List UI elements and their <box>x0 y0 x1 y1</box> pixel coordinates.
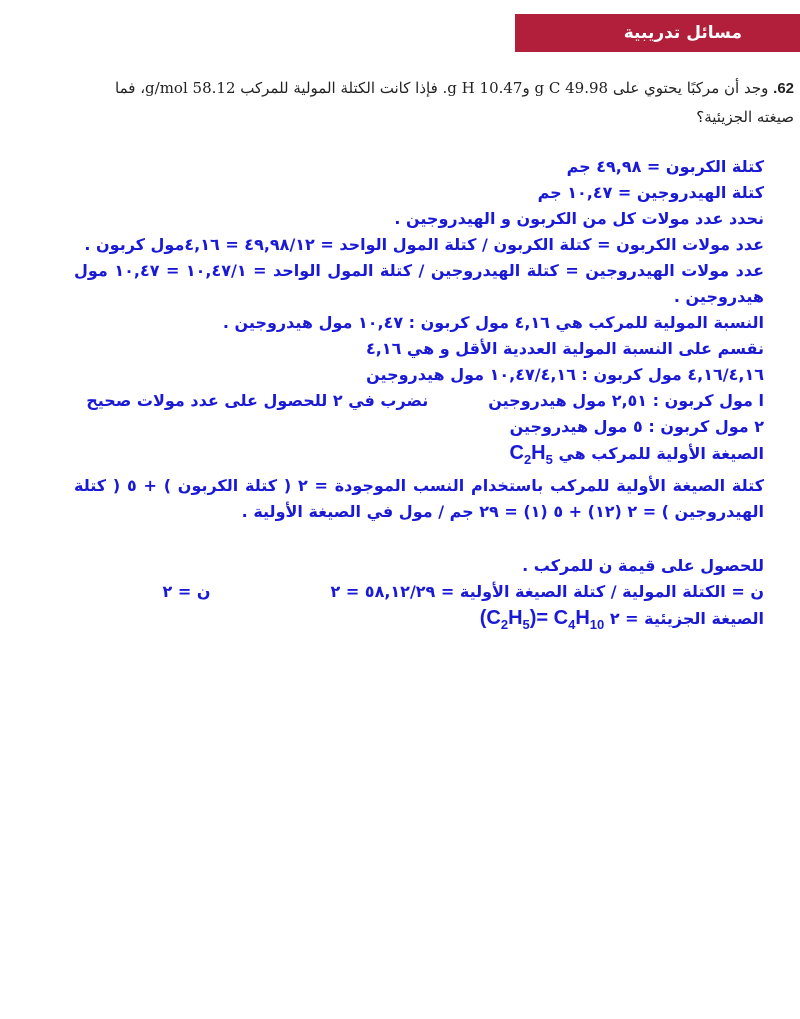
n-calculation-line <box>74 579 764 605</box>
carbon-moles-paragraph: عدد مولات الكربون = كتلة الكربون / كتلة المول الواحد = ٤٩,٩٨/١٢ = ٤,١٦مول كربون . <box>84 235 764 254</box>
ratio-result-line <box>74 388 764 414</box>
multiply-note: نضرب في ٢ للحصول على عدد مولات صحيح <box>86 391 429 410</box>
find-n-line: للحصول على قيمة ن للمركب . <box>522 556 764 575</box>
hydrogen-mass-line: كتلة الهيدروجين = ١٠,٤٧ جم <box>537 183 764 202</box>
question-text: وجد أن مركبًا يحتوي على 49.98 g C و10.47 g H. فإذا كانت الكتلة المولية للمركب 58.12 g/mol، فما صيغته الجزيئية؟ <box>115 79 794 126</box>
solution-block <box>74 154 764 638</box>
ratio-result-text: ا مول كربون : ٢,٥١ مول هيدروجين <box>488 391 764 410</box>
empirical-formula-line <box>74 440 764 473</box>
molecular-formula-line <box>74 605 764 638</box>
hydrogen-moles-paragraph: عدد مولات الهيدروجين = كتلة الهيدروجين / كتلة المول الواحد = ١٠,٤٧/١ = ١٠,٤٧ مول هيدروجين . <box>74 261 765 306</box>
empirical-mass-paragraph: كتلة الصيغة الأولية للمركب باستخدام النسب الموجودة = ٢ ( كتلة الكربون ) + ٥ ( كتلة الهيدروجين ) = ٢ (١٢) + ٥ (١) = ٢٩ جم / مول في الصيغة الأولية . <box>74 476 764 521</box>
section-banner <box>515 14 800 52</box>
empirical-formula: $C_2H_5$ <box>509 442 553 467</box>
division-line: ٤,١٦/٤,١٦ مول كربون : ١٠,٤٧/٤,١٦ مول هيدروجين <box>366 365 764 384</box>
mole-ratio-line: النسبة المولية للمركب هي ٤,١٦ مول كربون : ١٠,٤٧ مول هيدروجين . <box>222 313 764 332</box>
empirical-formula-label: الصيغة الأولية للمركب هي <box>558 444 764 463</box>
question-block <box>94 74 794 131</box>
divide-smallest-line: نقسم على النسبة المولية العددية الأقل و هي ٤,١٦ <box>365 339 764 358</box>
n-calculation-text: ن = الكتلة المولية / كتلة الصيغة الأولية = ٥٨,١٢/٢٩ = ٢ <box>330 582 764 601</box>
molecular-formula: $(C_2H_5)= C_4H_{10}$ <box>479 607 605 632</box>
molecular-formula-label: الصيغة الجزيئية = ٢ <box>609 609 764 628</box>
carbon-mass-line: كتلة الكربون = ٤٩,٩٨ جم <box>566 157 764 176</box>
moles-intro-line: نحدد عدد مولات كل من الكربون و الهيدروجين . <box>394 209 764 228</box>
banner-title: مسائل تدريبية <box>623 23 742 43</box>
n-result: ن = ٢ <box>162 582 211 601</box>
question-number: 62. <box>773 80 794 97</box>
whole-ratio-line: ٢ مول كربون : ٥ مول هيدروجين <box>509 417 764 436</box>
